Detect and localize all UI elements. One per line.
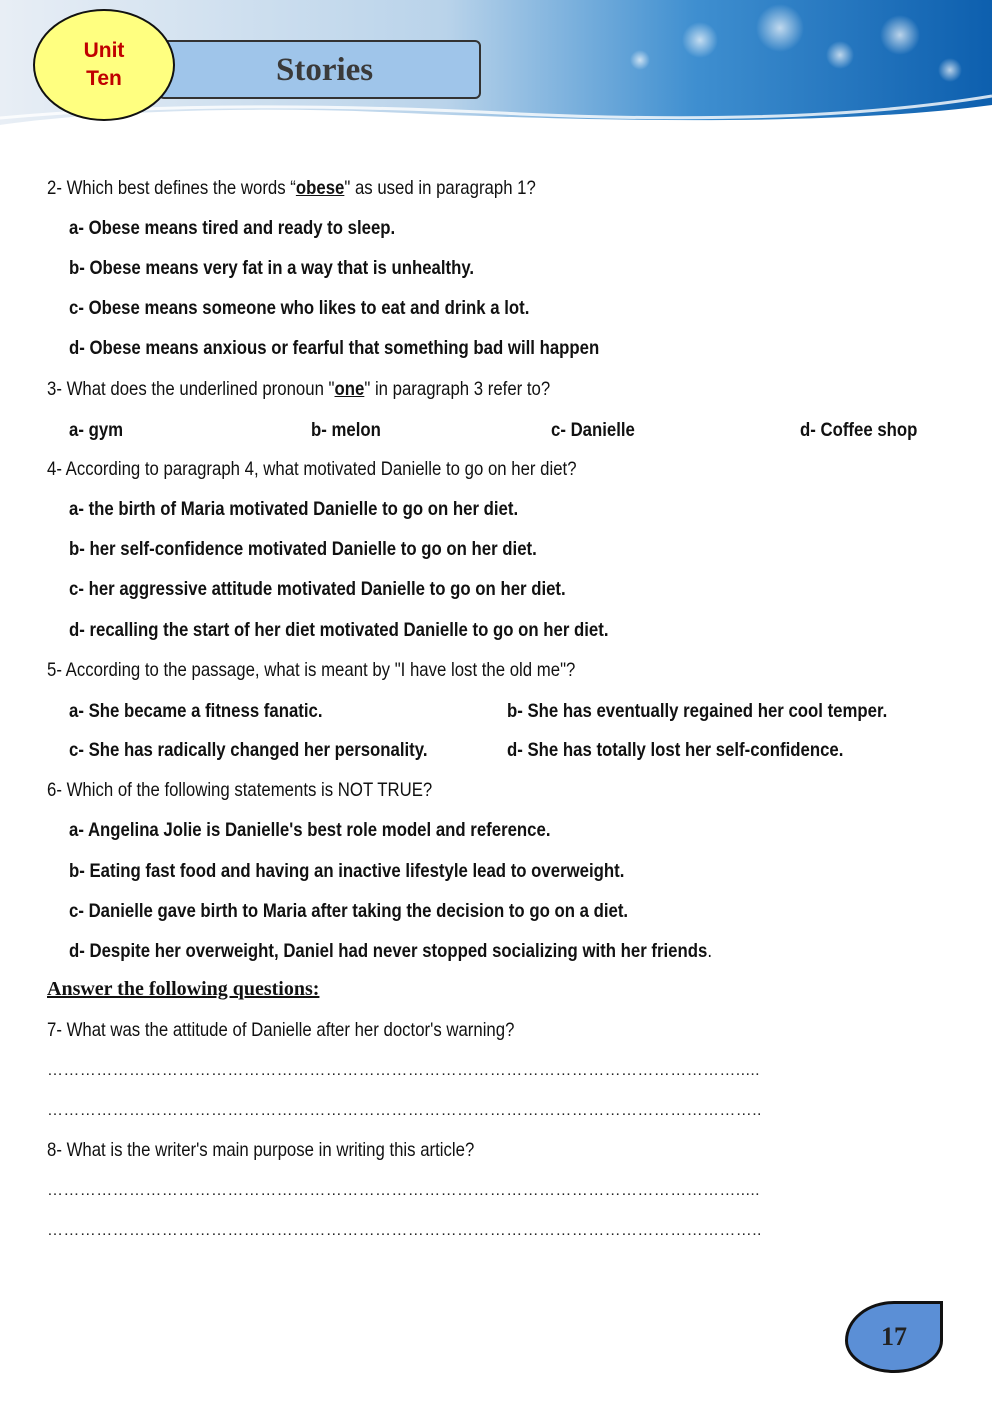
question-8: 8- What is the writer's main purpose in writing this article? [47,1139,475,1161]
q5-option-d: d- She has totally lost her self-confidence. [507,739,844,761]
q2-option-b: b- Obese means very fat in a way that is unhealthy. [69,257,475,279]
q5-option-c: c- She has radically changed her personality. [69,739,428,761]
question-5: 5- According to the passage, what is meant by "I have lost the old me"? [47,659,576,681]
q2-option-c: c- Obese means someone who likes to eat and drink a lot. [69,297,530,319]
question-2: 2- Which best defines the words “obese" as used in paragraph 1? [47,177,536,199]
q7-answer-line-2[interactable]: ………………………………………………………………………………………………………………….. [47,1102,762,1119]
q5-option-a: a- She became a fitness fanatic. [69,700,323,722]
question-7: 7- What was the attitude of Danielle after her doctor's warning? [47,1019,515,1041]
question-2-keyword: obese [295,177,345,199]
q6-option-a: a- Angelina Jolie is Danielle's best role model and reference. [69,819,551,841]
q6-option-c: c- Danielle gave birth to Maria after taking the decision to go on a diet. [69,900,629,922]
question-4: 4- According to paragraph 4, what motivated Danielle to go on her diet? [47,458,577,480]
section-heading: Answer the following questions: [47,978,320,1000]
page-number-badge [845,1301,943,1373]
q4-option-b: b- her self-confidence motivated Danielle to go on her diet. [69,538,537,560]
page-title: Stories [276,52,374,88]
q8-answer-line-1[interactable]: ………………………………………………………………………………………………………………..... [47,1182,761,1199]
q2-option-a: a- Obese means tired and ready to sleep. [69,217,396,239]
unit-title-box [158,40,481,99]
question-3: 3- What does the underlined pronoun "one" in paragraph 3 refer to? [47,378,551,400]
question-3-keyword: one [334,378,365,400]
q6-option-b: b- Eating fast food and having an inactive lifestyle lead to overweight. [69,860,625,882]
unit-label: Unit [83,39,125,62]
q3-option-b: b- melon [311,419,381,441]
question-6: 6- Which of the following statements is NOT TRUE? [47,779,433,801]
q4-option-a: a- the birth of Maria motivated Danielle to go on her diet. [69,498,519,520]
q4-option-d: d- recalling the start of her diet motivated Danielle to go on her diet. [69,619,609,641]
q3-option-c: c- Danielle [551,419,635,441]
q4-option-c: c- her aggressive attitude motivated Danielle to go on her diet. [69,578,566,600]
q8-answer-line-2[interactable]: ………………………………………………………………………………………………………………….. [47,1222,762,1239]
q5-option-b: b- She has eventually regained her cool temper. [507,700,888,722]
unit-badge [33,9,175,121]
q3-option-d: d- Coffee shop [800,419,918,441]
q2-option-d: d- Obese means anxious or fearful that something bad will happen [69,337,600,359]
q7-answer-line-1[interactable]: ………………………………………………………………………………………………………………..... [47,1062,761,1079]
q6-option-d: d- Despite her overweight, Daniel had never stopped socializing with her friends. [69,940,712,962]
page-number: 17 [881,1322,907,1351]
unit-number: Ten [86,67,122,90]
q3-option-a: a- gym [69,419,124,441]
